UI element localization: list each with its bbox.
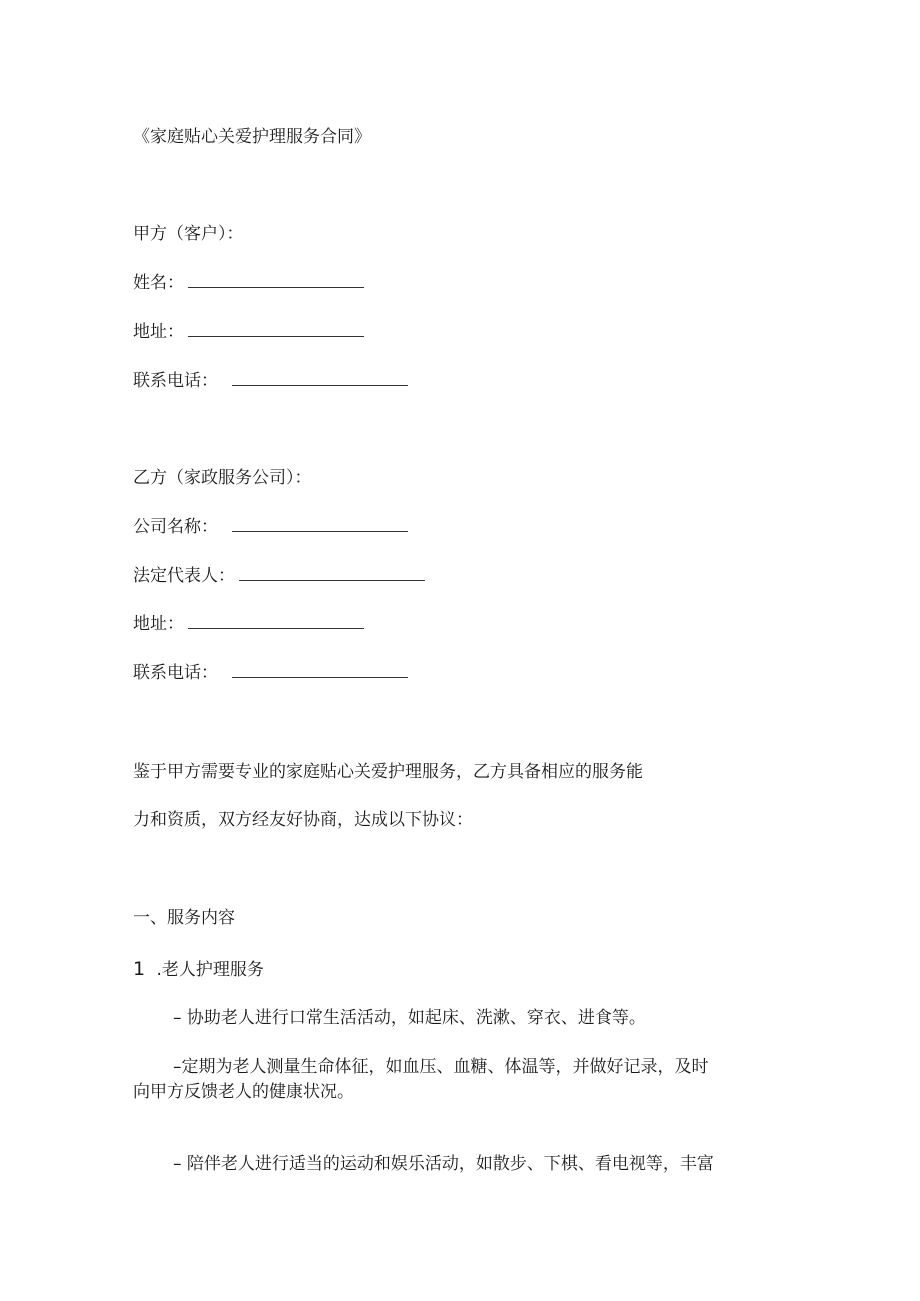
party-b-phone-row [133, 661, 408, 685]
party-a-phone-label: 联系电话： [133, 371, 218, 391]
party-b-legal-rep-label: 法定代表人： [133, 566, 235, 586]
party-b-company-row [133, 515, 408, 539]
bullet-2-line-2: 向甲方反馈老人的健康状况。 [133, 1082, 354, 1102]
item-1-title: .老人护理服务 [156, 960, 264, 980]
party-b-company-blank[interactable] [232, 515, 408, 532]
party-b-legal-rep-blank[interactable] [239, 564, 425, 581]
bullet-1: – 协助老人进行口常生活活动，如起床、洗漱、穿衣、进食等。 [173, 1008, 646, 1028]
preamble-line-1: 鉴于甲方需要专业的家庭贴心关爱护理服务，乙方具备相应的服务能 [133, 762, 643, 782]
party-a-address-row [133, 320, 364, 344]
party-a-name-label: 姓名： [133, 273, 184, 293]
item-1-title-row [133, 957, 264, 982]
party-b-heading: 乙方（家政服务公司）： [133, 468, 312, 488]
party-a-heading: 甲方（客户）： [133, 224, 244, 244]
party-b-phone-blank[interactable] [232, 661, 408, 678]
party-b-phone-label: 联系电话： [133, 663, 218, 683]
preamble-line-2: 力和资质，双方经友好协商，达成以下协议： [133, 810, 473, 830]
bullet-3: – 陪伴老人进行适当的运动和娱乐活动，如散步、下棋、看电视等，丰富 [173, 1154, 714, 1174]
party-a-phone-row [133, 369, 408, 393]
party-b-address-row [133, 612, 364, 636]
party-a-name-blank[interactable] [188, 271, 364, 288]
party-a-address-blank[interactable] [188, 320, 364, 337]
section-1-heading: 一、服务内容 [133, 908, 235, 928]
party-b-address-label: 地址： [133, 614, 184, 634]
party-a-address-label: 地址： [133, 322, 184, 342]
contract-title: 《家庭贴心关爱护理服务合同》 [133, 127, 371, 147]
party-b-legal-rep-row [133, 564, 425, 588]
party-a-phone-blank[interactable] [232, 369, 408, 386]
party-b-address-blank[interactable] [188, 612, 364, 629]
bullet-2-line-1: –定期为老人测量生命体征，如血压、血糖、体温等，并做好记录，及时 [173, 1057, 709, 1077]
party-b-company-label: 公司名称： [133, 517, 218, 537]
item-1-number: 1 [133, 958, 146, 980]
party-a-name-row [133, 271, 364, 295]
